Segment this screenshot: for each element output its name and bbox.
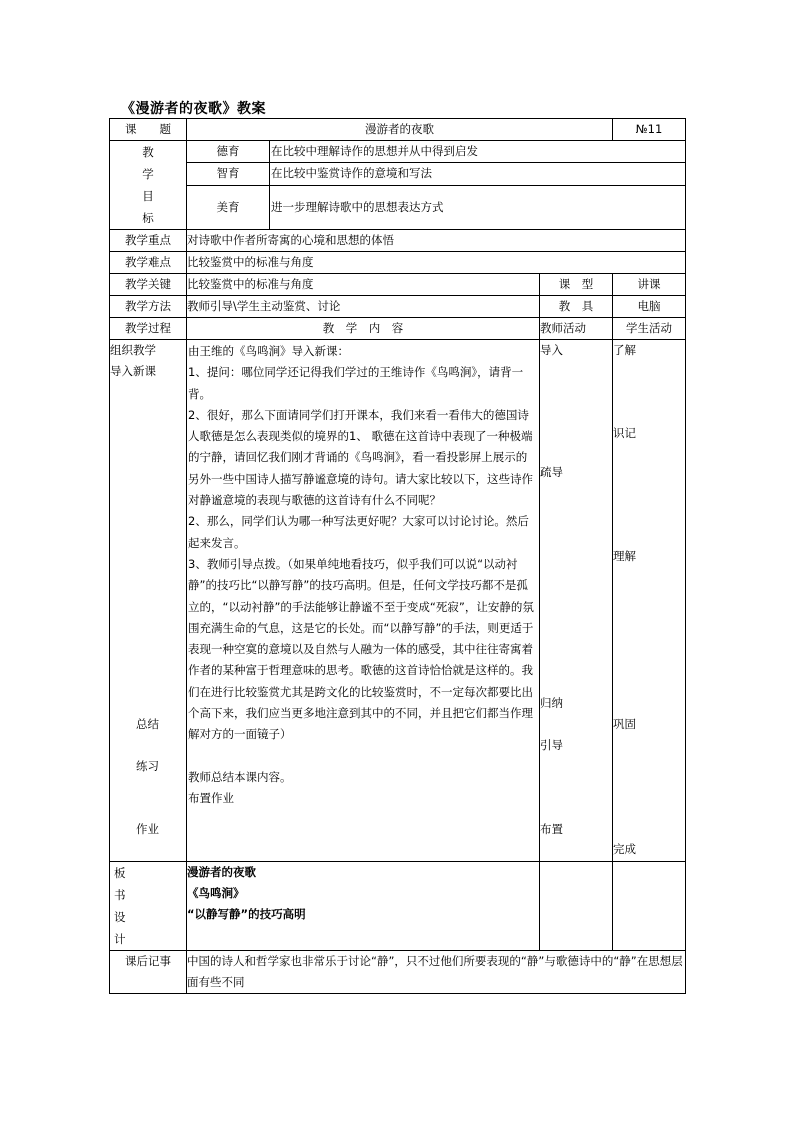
page-title: 《漫游者的夜歌》教案: [121, 101, 266, 117]
student-activity-column: [613, 340, 686, 862]
content-paragraph: 教师总结本课内容。: [188, 769, 292, 784]
process-body-row: [110, 340, 686, 862]
afterword-label: 课后记事: [110, 951, 187, 994]
board-label: 板 书 设 计: [110, 862, 187, 951]
teacher-activity: 引导: [540, 738, 563, 752]
content-paragraph: 2、很好，那么下面请同学们打开课本，我们来看一看伟大的德国诗人歌德是怎么表现类似的境界的1、 歌德在这首诗中表现了一种极端的宁静，请回忆我们刚才背诵的《鸟鸣涧》，看一看投影屏上展示的另外一些中国诗人描写静谧意境的诗句。请大家比较以下，这些诗作对静谧意境的表现与歌德的这首诗有什么不同呢？: [188, 407, 533, 508]
board-row: [110, 862, 686, 951]
stage-column: [110, 340, 187, 862]
method-row: [110, 296, 686, 318]
stage-summary: 总结: [136, 717, 159, 731]
tool-label: 教 具: [540, 296, 613, 318]
student-activity: 识记: [613, 426, 637, 440]
stage-practice: 练习: [136, 759, 159, 773]
teacher-header: 教师活动: [540, 318, 613, 340]
process-header-row: [110, 318, 686, 340]
board-empty-cell: [613, 862, 686, 951]
stage-intro-1: 组织教学: [110, 343, 156, 357]
objective-row: [110, 185, 686, 230]
student-activity: 巩固: [613, 717, 637, 731]
difficulty-text: 比较鉴赏中的标准与角度: [187, 252, 686, 274]
objective-text: 进一步理解诗歌中的思想表达方式: [270, 185, 686, 230]
teacher-activity: 疏导: [540, 465, 563, 479]
content-header: 教 学 内 容: [187, 318, 540, 340]
lesson-plan-table: [109, 118, 686, 994]
lesson-type-label: 课 型: [540, 274, 613, 296]
key-row: [110, 274, 686, 296]
key-point-row: [110, 230, 686, 252]
key-point-label: 教学重点: [110, 230, 187, 252]
objective-type: 德育: [187, 141, 270, 163]
student-header: 学生活动: [613, 318, 686, 340]
difficulty-row: [110, 252, 686, 274]
objective-type: 美育: [187, 185, 270, 230]
lesson-type-value: 讲课: [613, 274, 686, 296]
board-line: “以静写静”的技巧高明: [187, 907, 306, 921]
key-text: 比较鉴赏中的标准与角度: [187, 274, 540, 296]
student-activity: 理解: [613, 549, 637, 563]
board-content: [187, 862, 540, 951]
afterword-row: [110, 951, 686, 994]
content-paragraph: 布置作业: [188, 790, 234, 805]
afterword-text: 中国的诗人和哲学家也非常乐于讨论“静”，只不过他们所要表现的“静”与歌德诗中的“静”在思想层面有些不同: [187, 951, 686, 994]
content-column: [187, 340, 540, 862]
objective-row: [110, 141, 686, 163]
student-activity: 完成: [613, 842, 637, 856]
objective-type: 智育: [187, 163, 270, 185]
content-paragraph: 2、那么，同学们认为哪一种写法更好呢？大家可以讨论讨论。然后起来发言。: [188, 514, 529, 550]
objective-text: 在比较中理解诗作的思想并从中得到启发: [270, 141, 686, 163]
stage-homework: 作业: [136, 822, 159, 836]
lesson-number: №11: [613, 119, 686, 141]
board-line: 《鸟鸣涧》: [187, 886, 245, 900]
teacher-activity: 布置: [540, 822, 563, 836]
content-paragraph: 由王维的《鸟鸣涧》导入新课：: [188, 344, 349, 358]
objective-row: [110, 163, 686, 185]
board-line: 漫游者的夜歌: [187, 865, 256, 879]
objective-text: 在比较中鉴赏诗作的意境和写法: [270, 163, 686, 185]
topic-value: 漫游者的夜歌: [187, 119, 613, 141]
process-label: 教学过程: [110, 318, 187, 340]
content-paragraph: 1、提问：哪位同学还记得我们学过的王维诗作《鸟鸣涧》，请背一背。: [188, 365, 524, 401]
method-label: 教学方法: [110, 296, 187, 318]
content-paragraph: 3、教师引导点拨。（如果单纯地看技巧，似乎我们可以说“以动衬静”的技巧比“以静写静”的技巧高明。但是，任何文学技巧都不是孤立的，“以动衬静”的手法能够让静谧不至于变成“死寂”，让安静的氛围充满生命的气息，这是它的长处。而“以静写静”的手法，则更适于表现一种空寞的意境以及自然与人融为一体的感受，其中往往寄寓着作者的某种富于哲理意味的思考。歌德的这首诗恰恰就是这样的。我们在进行比较鉴赏尤其是跨文化的比较鉴赏时，不一定每次都要比出个高下来，我们应当更多地注意到其中的不同，并且把它们都当作理解对方的一面镜子）: [188, 556, 534, 742]
key-point-text: 对诗歌中作者所寄寓的心境和思想的体悟: [187, 230, 686, 252]
teacher-activity: 归纳: [540, 696, 563, 710]
topic-label: 课 题: [110, 119, 187, 141]
key-label: 教学关键: [110, 274, 187, 296]
stage-intro-2: 导入新课: [110, 364, 156, 378]
board-empty-cell: [540, 862, 613, 951]
method-text: 教师引导\学生主动鉴赏、讨论: [187, 296, 540, 318]
objectives-label: 教 学 目 标: [110, 141, 187, 230]
difficulty-label: 教学难点: [110, 252, 187, 274]
content-paragraph: [188, 746, 538, 767]
topic-row: [110, 119, 686, 141]
student-activity: 了解: [613, 343, 637, 357]
tool-value: 电脑: [613, 296, 686, 318]
teacher-activity-column: [540, 340, 613, 862]
teacher-activity: 导入: [540, 343, 563, 357]
